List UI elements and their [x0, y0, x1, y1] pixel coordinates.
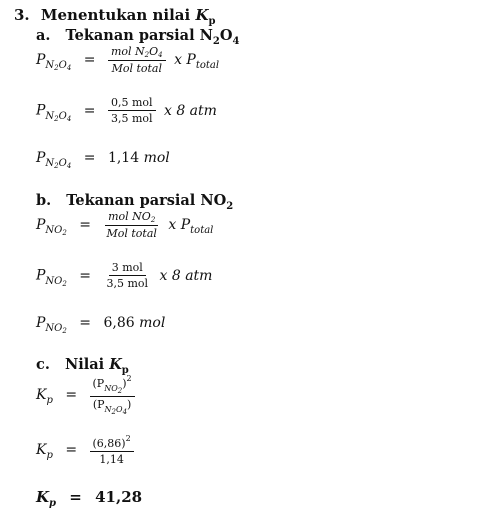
fraction-denominator: Mol total: [106, 227, 157, 240]
pressure-symbol: P: [36, 52, 46, 68]
fraction-denominator: $(P_{N2O4})$: [92, 398, 132, 416]
kp-sub: p: [49, 498, 57, 509]
part-c-equation-2: [36, 434, 134, 466]
part-c-title-var: K: [109, 356, 122, 373]
equals-sign: =: [69, 488, 82, 506]
fraction-numerator: 0,5 mol: [108, 96, 156, 111]
part-b-heading: [36, 192, 233, 212]
part-a-title-f2: O: [219, 27, 233, 44]
part-c-equation-1: [36, 374, 135, 416]
multiplier-sub: total: [190, 225, 214, 236]
part-b-title: Tekanan parsial NO: [66, 192, 227, 209]
equals-sign: =: [65, 442, 78, 458]
pressure-symbol: P: [36, 267, 46, 284]
lhs-sub-3: O: [58, 60, 67, 71]
section-number: 3.: [14, 6, 30, 24]
kp-result: [36, 488, 142, 509]
fraction-numerator: mol NO2: [105, 210, 158, 226]
equals-sign: =: [83, 150, 96, 166]
part-a-heading: [36, 27, 239, 47]
pressure-symbol: P: [36, 102, 46, 119]
fraction-numerator: $(6,86)^2$: [90, 434, 134, 452]
multiplier-text: x P: [168, 217, 191, 233]
multiplier-text: x P: [174, 52, 196, 68]
part-c-title: Nilai: [64, 356, 110, 373]
lhs-sub-1: N: [45, 60, 55, 71]
kp-sub: p: [46, 395, 53, 406]
kp-sub: p: [46, 450, 53, 461]
pressure-symbol: P: [36, 217, 46, 233]
kp-symbol: K: [36, 387, 47, 403]
part-b-equation-2: $P_{NO_2}$ = $\frac{\text{3 mol}}{\text{3,5 mol}}$ x 8 atm: [36, 261, 213, 290]
section-title: Menentukan nilai: [40, 6, 196, 24]
fraction: [90, 434, 134, 466]
fraction-numerator: 3 mol: [109, 261, 146, 276]
lhs-sub-4: 4: [66, 64, 72, 72]
result-value: 6,86: [103, 315, 135, 331]
pressure-symbol: P: [36, 150, 46, 166]
fraction-denominator: Mol total: [111, 62, 163, 75]
section-title-sub: p: [208, 16, 216, 27]
part-a-title-f1: 2: [212, 35, 220, 47]
multiplier-text: x 8 atm: [159, 267, 213, 284]
fraction-denominator: 1,14: [99, 453, 124, 466]
part-b-title-f1: 2: [226, 200, 234, 212]
equals-sign: =: [83, 52, 96, 68]
section-title-var: K: [195, 6, 209, 24]
kp-symbol: K: [36, 442, 47, 458]
fraction: [108, 96, 156, 125]
fraction-numerator: mol N2O4: [108, 45, 166, 61]
fraction-denominator: 3,5 mol: [110, 112, 153, 125]
part-a-title: Tekanan parsial N: [65, 27, 213, 44]
equals-sign: =: [65, 387, 78, 403]
part-b-equation-3: $P_{NO_2} = 6,86$ mol: [36, 315, 166, 335]
equals-sign: =: [79, 217, 92, 233]
kp-symbol: K: [36, 488, 50, 506]
part-c-heading: [36, 356, 129, 376]
pressure-symbol: P: [36, 315, 46, 331]
result-value: 1,14: [107, 150, 140, 166]
lhs-sub-2: 2: [54, 64, 59, 72]
part-b-label: b.: [36, 192, 52, 209]
fraction: [103, 210, 159, 240]
part-c-title-sub: p: [121, 364, 129, 376]
fraction: [90, 374, 135, 416]
kp-result-value: 41,28: [95, 488, 143, 506]
multiplier-text: x 8 atm: [163, 102, 217, 119]
part-a-equation-3: $P_{N_2O_4} = 1,14$ mol: [36, 150, 170, 170]
fraction: [108, 45, 166, 75]
multiplier-sub: total: [195, 60, 220, 71]
equals-sign: =: [79, 315, 92, 331]
part-c-label: c.: [36, 356, 50, 373]
fraction-denominator: 3,5 mol: [106, 277, 149, 290]
part-a-label: a.: [36, 27, 51, 44]
section-heading: [14, 6, 215, 27]
part-a-equation-2: $P_{N_2O_4}$ = $\frac{\text{0,5 mol}}{\text{3,5 mol}}$ x 8 atm: [36, 96, 217, 125]
fraction-numerator: $(P_{NO2})^2$: [90, 374, 135, 397]
part-a-title-f3: 4: [232, 35, 240, 47]
fraction: [103, 261, 151, 290]
part-b-equation-1: $P_{NO_2}$ = $\frac{\text{mol NO2}}{\text{Mol total}}$ x $P_{total}$: [36, 210, 214, 240]
equals-sign: =: [79, 267, 92, 284]
result-unit: mol: [143, 150, 170, 166]
result-unit: mol: [139, 315, 166, 331]
part-a-equation-1: [36, 45, 219, 75]
equals-sign: =: [83, 102, 96, 119]
